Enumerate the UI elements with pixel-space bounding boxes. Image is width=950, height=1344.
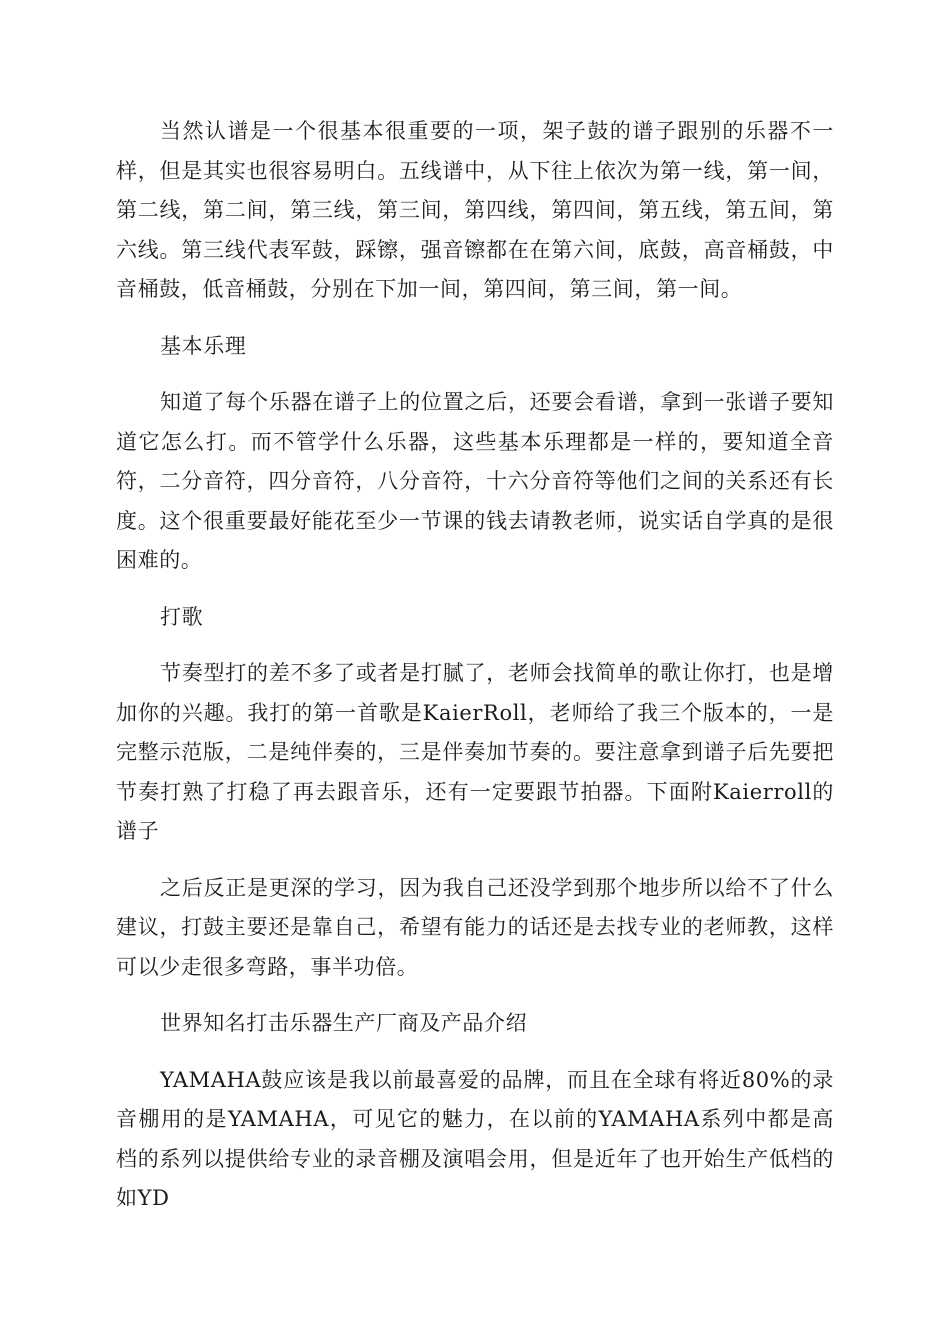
paragraph-further-study: 之后反正是更深的学习，因为我自己还没学到那个地步所以给不了什么建议，打鼓主要还是靠自己，希望有能力的话还是去找专业的老师教，这样可以少走很多弯路，事半功倍。 — [116, 875, 834, 979]
paragraph-basic-theory: 知道了每个乐器在谱子上的位置之后，还要会看谱，拿到一张谱子要知道它怎么打。而不管学什么乐器，这些基本乐理都是一样的，要知道全音符，二分音符，四分音符，八分音符，十六分音符等他们之间的关系还有长度。这个很重要最好能花至少一节课的钱去请教老师，说实话自学真的是很困难的。 — [116, 390, 834, 572]
document-body — [116, 112, 834, 1236]
paragraph-playing-songs: 节奏型打的差不多了或者是打腻了，老师会找简单的歌让你打，也是增加你的兴趣。我打的第一首歌是KaierRoll，老师给了我三个版本的，一是完整示范版，二是纯伴奏的，三是伴奏加节奏的。要注意拿到谱子后先要把节奏打熟了打稳了再去跟音乐，还有一定要跟节拍器。下面附Kaierroll的谱子 — [116, 661, 834, 843]
paragraph-yamaha: YAMAHA鼓应该是我以前最喜爱的品牌，而且在全球有将近80%的录音棚用的是YAMAHA，可见它的魅力，在以前的YAMAHA系列中都是高档的系列以提供给专业的录音棚及演唱会用，但是近年了也开始生产低档的如YD — [116, 1067, 834, 1210]
heading-basic-theory: 基本乐理 — [160, 333, 247, 358]
heading-playing-songs: 打歌 — [160, 604, 204, 629]
heading-manufacturers: 世界知名打击乐器生产厂商及产品介绍 — [160, 1011, 528, 1035]
paragraph-reading-notation: 当然认谱是一个很基本很重要的一项，架子鼓的谱子跟别的乐器不一样，但是其实也很容易明白。五线谱中，从下往上依次为第一线，第一间，第二线，第二间，第三线，第三间，第四线，第四间，第五线，第五间，第六线。第三线代表军鼓，踩镲，强音镲都在在第六间，底鼓，高音桶鼓，中音桶鼓，低音桶鼓，分别在下加一间，第四间，第三间，第一间。 — [116, 119, 834, 301]
